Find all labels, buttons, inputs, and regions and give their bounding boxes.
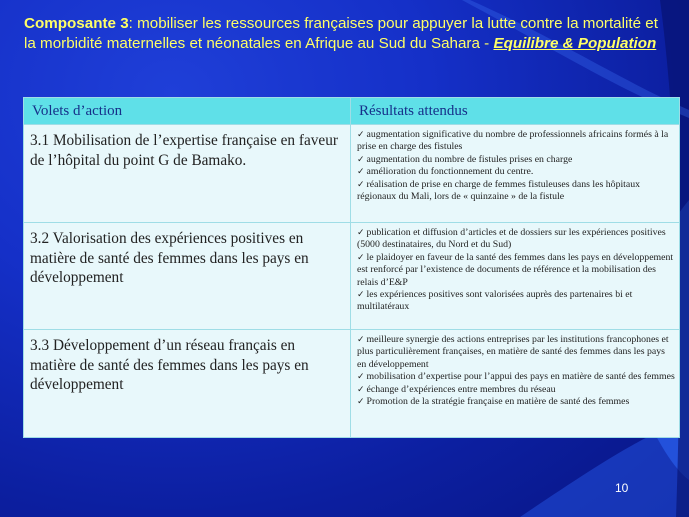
results-table: [23, 97, 680, 438]
table-header-row: [24, 98, 680, 125]
result-item: [357, 334, 675, 371]
checkmark-icon: ✓: [357, 384, 365, 395]
result-text: le plaidoyer en faveur de la santé des femmes dans les pays en développement est renforcé par l’existence de documents de référence et la mobilisation des relais d’E&P: [357, 251, 674, 288]
checkmark-icon: ✓: [357, 397, 365, 408]
results-list: [357, 227, 675, 314]
result-text: échange d’expériences entre membres du réseau: [366, 383, 556, 395]
header-resultats-attendus: Résultats attendus: [351, 98, 680, 125]
result-text: meilleure synergie des actions entreprises par les institutions francophones et plus particulièrement françaises, en matière de santé des femmes dans les pays en développement: [357, 334, 669, 370]
result-item: [357, 179, 675, 204]
checkmark-icon: ✓: [357, 179, 365, 190]
results-cell: [351, 330, 680, 438]
title-link-equilibre-population[interactable]: Equilibre & Population: [493, 34, 657, 52]
checkmark-icon: ✓: [357, 154, 365, 165]
page-number: 10: [615, 481, 629, 495]
results-list: [357, 129, 675, 203]
title-lead: Composante 3: [24, 15, 129, 32]
action-cell: 3.1 Mobilisation de l’expertise française en faveur de l’hôpital du point G de Bamako.: [24, 125, 351, 223]
result-text: augmentation du nombre de fistules prises en charge: [366, 153, 573, 165]
result-text: Promotion de la stratégie française en matière de santé des femmes: [366, 396, 630, 408]
result-text: amélioration du fonctionnement du centre.: [366, 166, 534, 178]
table-row: [24, 223, 680, 330]
result-item: [357, 396, 675, 408]
result-item: [357, 154, 675, 166]
checkmark-icon: ✓: [357, 290, 365, 301]
result-text: augmentation significative du nombre de professionnels africains formés à la prise en charge des fistules: [357, 129, 669, 153]
result-text: réalisation de prise en charge de femmes fistuleuses dans les hôpitaux régionaux du Mali, lors de « quinzaine » de la fistule: [357, 178, 641, 203]
result-text: mobilisation d’expertise pour l’appui des pays en matière de santé des femmes: [366, 371, 675, 383]
result-item: [357, 371, 675, 383]
action-cell: 3.3 Développement d’un réseau français en matière de santé des femmes dans les pays en développement: [24, 330, 351, 438]
result-item: [357, 384, 675, 396]
results-list: [357, 334, 675, 408]
title-body: : mobiliser les ressources françaises pour appuyer la lutte contre la mortalité et la morbidité maternelles et néonatales en Afrique au Sud du Sahara -: [24, 15, 658, 52]
result-text: les expériences positives sont valorisées auprès des partenaires bi et multilatéraux: [357, 289, 633, 313]
checkmark-icon: ✓: [357, 228, 365, 238]
header-volets-action: Volets d’action: [24, 98, 351, 125]
checkmark-icon: ✓: [357, 252, 365, 263]
checkmark-icon: ✓: [357, 372, 365, 383]
results-cell: [351, 223, 680, 330]
slide-title: [24, 14, 664, 53]
results-cell: [351, 125, 680, 223]
result-item: [357, 129, 675, 154]
result-item: [357, 227, 675, 252]
checkmark-icon: ✓: [357, 167, 365, 178]
result-item: [357, 289, 675, 314]
result-item: [357, 252, 675, 289]
table-row: [24, 125, 680, 223]
checkmark-icon: ✓: [357, 130, 365, 140]
checkmark-icon: ✓: [357, 335, 365, 345]
result-item: [357, 166, 675, 178]
action-cell: 3.2 Valorisation des expériences positives en matière de santé des femmes dans les pays en développement: [24, 223, 351, 330]
result-text: publication et diffusion d’articles et de dossiers sur les expériences positives (5000 destinataires, du Nord et du Sud): [357, 227, 666, 251]
table-row: [24, 330, 680, 438]
